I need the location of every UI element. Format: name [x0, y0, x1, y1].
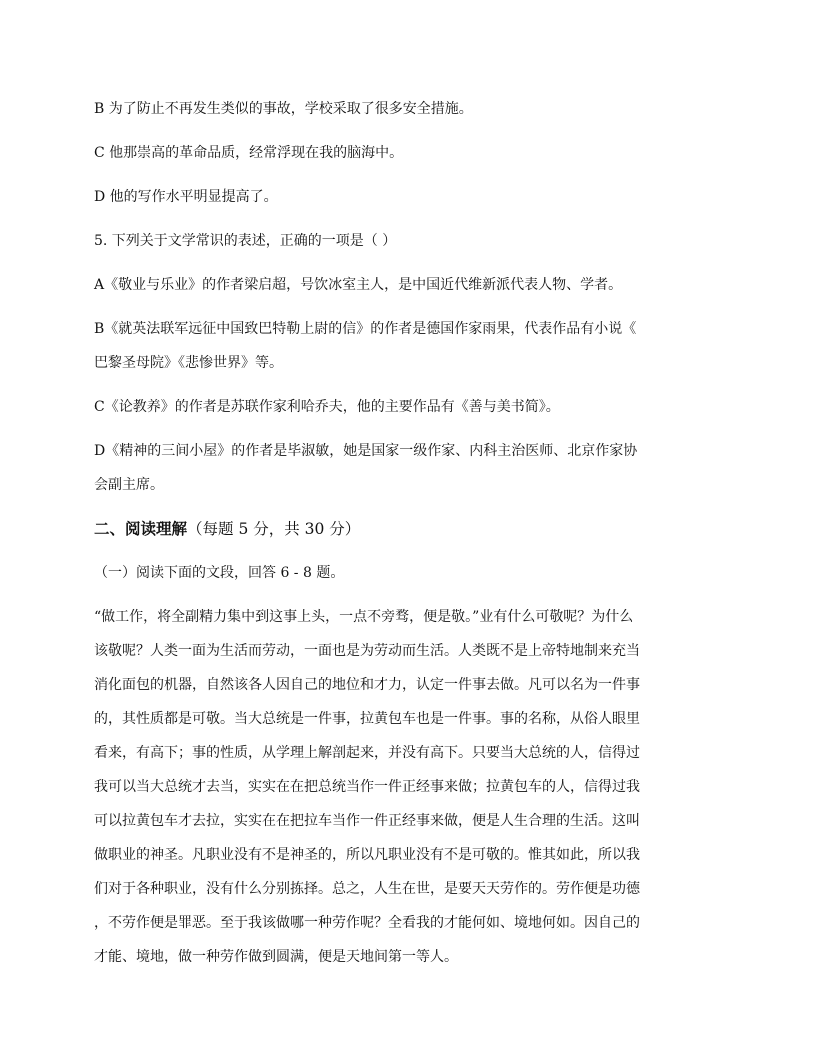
passage-line: 们对于各种职业，没有什么分别拣择。总之，人生在世，是要天天劳作的。劳作便是功德 — [94, 881, 640, 897]
section-title: 二、阅读理解 — [94, 519, 188, 538]
passage-line: 我可以当大总统才去当，实实在在把总统当作一件正经事来做；拉黄包车的人，信得过我 — [94, 779, 640, 795]
subsection-instruction: （一）阅读下面的文段，回答 6 - 8 题。 — [94, 565, 345, 581]
passage-line: 的，其性质都是可敬。当大总统是一件事，拉黄包车也是一件事。事的名称，从俗人眼里 — [94, 711, 640, 727]
q5-option-a: A《敬业与乐业》的作者梁启超，号饮冰室主人，是中国近代维新派代表人物、学者。 — [94, 277, 623, 293]
q5-stem: 5. 下列关于文学常识的表述，正确的一项是（ ） — [94, 233, 397, 249]
q5-option-c: C《论教养》的作者是苏联作家利哈乔夫，他的主要作品有《善与美书简》。 — [94, 399, 560, 415]
q5-option-b-line: 巴黎圣母院》《悲惨世界》等。 — [94, 355, 283, 371]
document-page — [94, 92, 722, 984]
q4-option-d: D 他的写作水平明显提高了。 — [94, 189, 278, 205]
q5-option-d-line: D《精神的三间小屋》的作者是毕淑敏，她是国家一级作家、内科主治医师、北京作家协 — [94, 443, 638, 459]
passage-line: 做职业的神圣。凡职业没有不是神圣的，所以凡职业没有不是可敬的。惟其如此，所以我 — [94, 847, 640, 863]
q4-option-b: B 为了防止不再发生类似的事故，学校采取了很多安全措施。 — [94, 101, 473, 117]
passage-line: 该敬呢？人类一面为生活而劳动，一面也是为劳动而生活。人类既不是上帝特地制来充当 — [94, 643, 640, 659]
section-heading — [94, 512, 722, 546]
q5-option-b — [94, 312, 722, 380]
passage-line: 消化面包的机器，自然该各人因自己的地位和才力，认定一件事去做。凡可以名为一件事 — [94, 677, 640, 693]
passage-line: 才能、境地，做一种劳作做到圆满，便是天地间第一等人。 — [94, 949, 458, 965]
passage-line: 可以拉黄包车才去拉，实实在在把拉车当作一件正经事来做，便是人生合理的生活。这叫 — [94, 813, 640, 829]
section-note: （每题 5 分，共 30 分） — [187, 520, 361, 538]
q5-option-d — [94, 434, 722, 502]
passage-line: “做工作，将全副精力集中到这事上头，一点不旁骛，便是敬。”业有什么可敬呢？为什么 — [94, 609, 634, 625]
passage-line: 看来，有高下；事的性质，从学理上解剖起来，并没有高下。只要当大总统的人，信得过 — [94, 745, 640, 761]
q5-option-d-line: 会副主席。 — [94, 477, 164, 493]
q4-option-c: C 他那崇高的革命品质，经常浮现在我的脑海中。 — [94, 145, 404, 161]
passage-line: ，不劳作便是罪恶。至于我该做哪一种劳作呢？全看我的才能何如、境地何如。因自己的 — [94, 915, 640, 931]
q5-option-b-line: B《就英法联军远征中国致巴特勒上尉的信》的作者是德国作家雨果，代表作品有小说《 — [94, 321, 637, 337]
reading-passage — [94, 600, 722, 974]
